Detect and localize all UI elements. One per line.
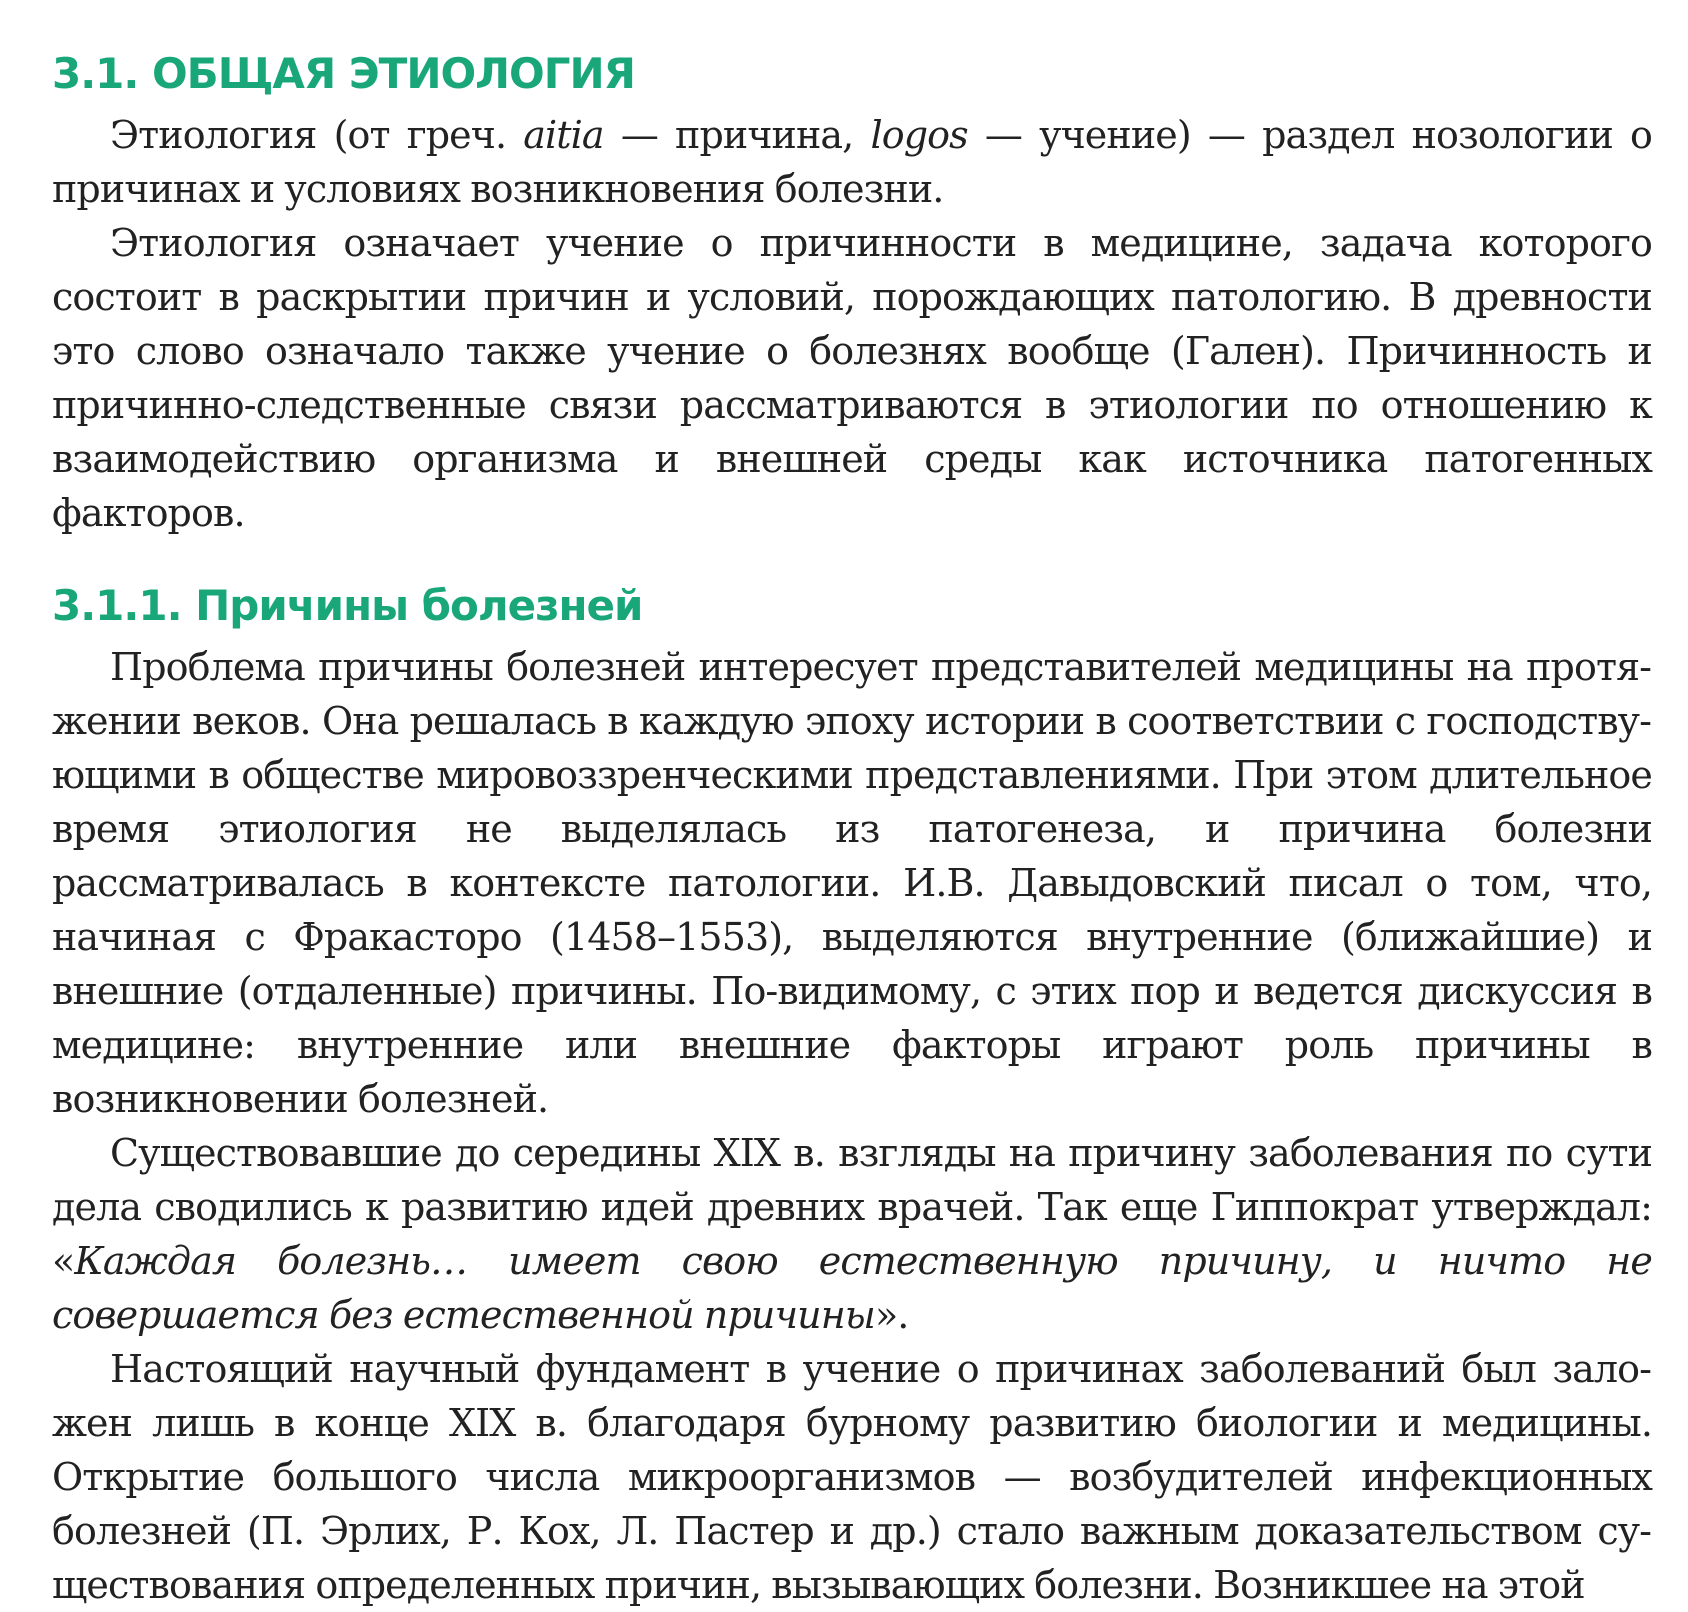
text-run: — учение) — раздел нозологии о причинах и условиях возникновения болезни. — [52, 113, 1653, 211]
paragraph — [52, 1342, 1652, 1612]
text-run: Этиология (от греч. — [110, 113, 524, 157]
italic-text-run: Каждая болезнь… имеет свою естественную причину, и ничто не совершается без естественной причины — [52, 1239, 1652, 1337]
paragraph — [52, 640, 1652, 1126]
text-run: Настоящий научный фундамент в учение о причинах заболеваний был заложен лишь в конце XIX в. благодаря бурному развитию биологии и медицины. Открытие большого числа микроорганизмов — возбудителей инфекционных болезней (П. Эрлих, Р. Кох, Л. Пастер и др.) стало важным доказательством существования определенных причин, вызывающих болезни. Возникшее на этой — [52, 1347, 1652, 1607]
italic-text-run: logos — [870, 113, 968, 157]
text-run: — причина, — [603, 113, 871, 157]
paragraph — [52, 108, 1652, 216]
italic-text-run: aitia — [523, 113, 604, 157]
section-heading: 3.1. ОБЩАЯ ЭТИОЛОГИЯ — [52, 49, 636, 98]
text-run: ». — [874, 1293, 909, 1337]
page — [52, 40, 1652, 1612]
subsection-heading: 3.1.1. Причины болезней — [52, 581, 643, 630]
paragraph — [52, 216, 1652, 540]
text-run: Этиология означает учение о причинности в медицине, задача которого состоит в раскрытии причин и условий, порождающих патологию. В древности это слово означало также учение о болезнях вообще (Гален). Причинность и причинно-следственные связи рассматриваются в этиологии по отношению к взаимодействию организма и внешней среды как источника патогенных факторов. — [52, 221, 1652, 535]
paragraph — [52, 1126, 1652, 1342]
text-run: Проблема причины болезней интересует представителей медицины на протяжении веков. Она решалась в каждую эпоху истории в соответствии с господствующими в обществе мировоззренческими представлениями. При этом длительное время этиология не выделялась из патогенеза, и причина болезни рассматривалась в контексте патологии. И.В. Давыдовский писал о том, что, начиная с Фракасторо (1458–1553), выделяются внутренние (ближайшие) и внешние (отдаленные) причины. По-видимому, с этих пор и ведется дискуссия в медицине: внутренние или внешние факторы играют роль причины в возникновении болезней. — [52, 645, 1652, 1121]
text-run: Существовавшие до середины XIX в. взгляды на причину заболевания по сути дела сводились к развитию идей древних врачей. Так еще Гиппократ утверждал: « — [52, 1131, 1652, 1283]
